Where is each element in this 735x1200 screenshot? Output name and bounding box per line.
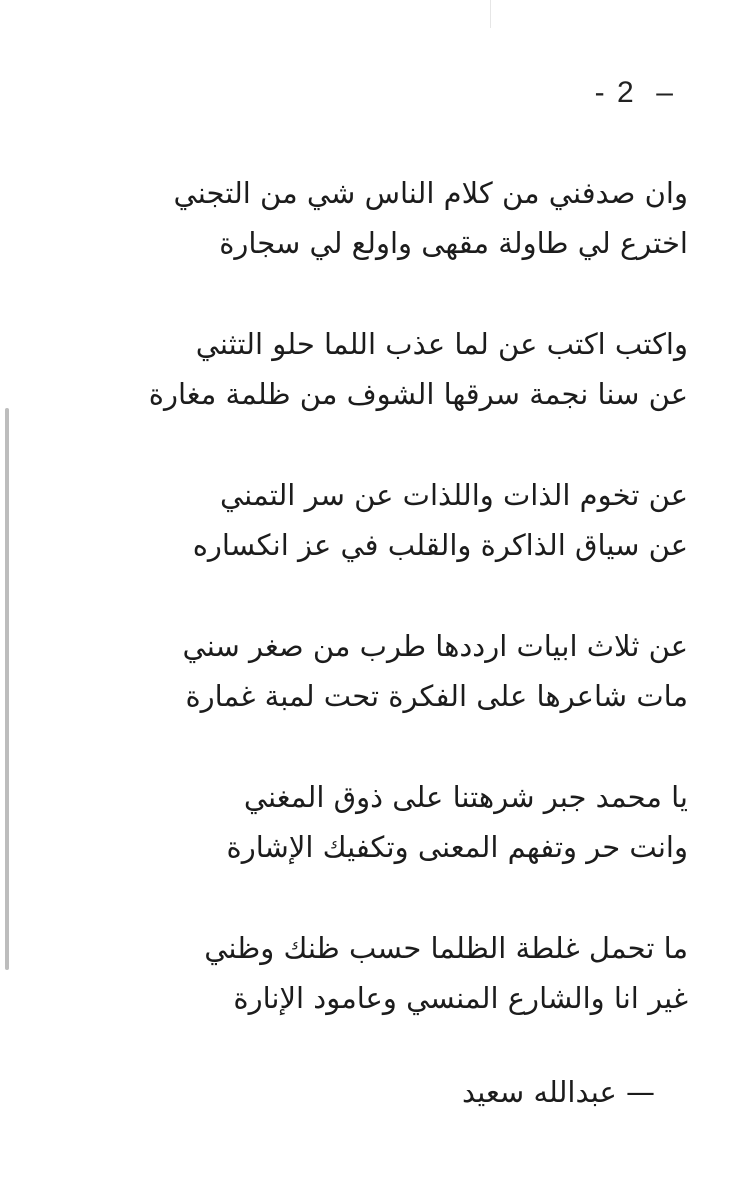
verse-line: عن سياق الذاكرة والقلب في عز انكساره <box>192 528 688 562</box>
stanza-3 <box>28 470 688 621</box>
scroll-indicator[interactable] <box>5 408 9 970</box>
top-divider <box>490 0 491 28</box>
stanza-1 <box>28 168 688 319</box>
verse-line: عن ثلاث ابيات ارددها طرب من صغر سني <box>182 629 688 663</box>
stanza-4 <box>28 621 688 772</box>
verse-line: واكتب اكتب عن لما عذب اللما حلو التثني <box>195 327 688 361</box>
poet-signature: — عبدالله سعيد <box>461 1075 655 1109</box>
verse-line: وان صدفني من كلام الناس شي من التجني <box>173 176 688 210</box>
verse-line: وانت حر وتفهم المعنى وتكفيك الإشارة <box>226 830 688 864</box>
verse-line: مات شاعرها على الفكرة تحت لمبة غمارة <box>185 679 688 713</box>
stanza-5 <box>28 772 688 923</box>
verse-line: يا محمد جبر شرهتنا على ذوق المغني <box>243 780 688 814</box>
stanza-2 <box>28 319 688 470</box>
page-number: - 2 – <box>594 76 675 109</box>
verse-line: اخترع لي طاولة مقهى واولع لي سجارة <box>219 226 688 260</box>
stanza-6 <box>28 923 688 1074</box>
verse-line: عن سنا نجمة سرقها الشوف من ظلمة مغارة <box>148 377 688 411</box>
verse-line: عن تخوم الذات واللذات عن سر التمني <box>220 478 688 512</box>
poem-body <box>28 168 688 1074</box>
verse-line: ما تحمل غلطة الظلما حسب ظنك وظني <box>204 931 688 965</box>
verse-line: غير انا والشارع المنسي وعامود الإنارة <box>233 981 688 1015</box>
